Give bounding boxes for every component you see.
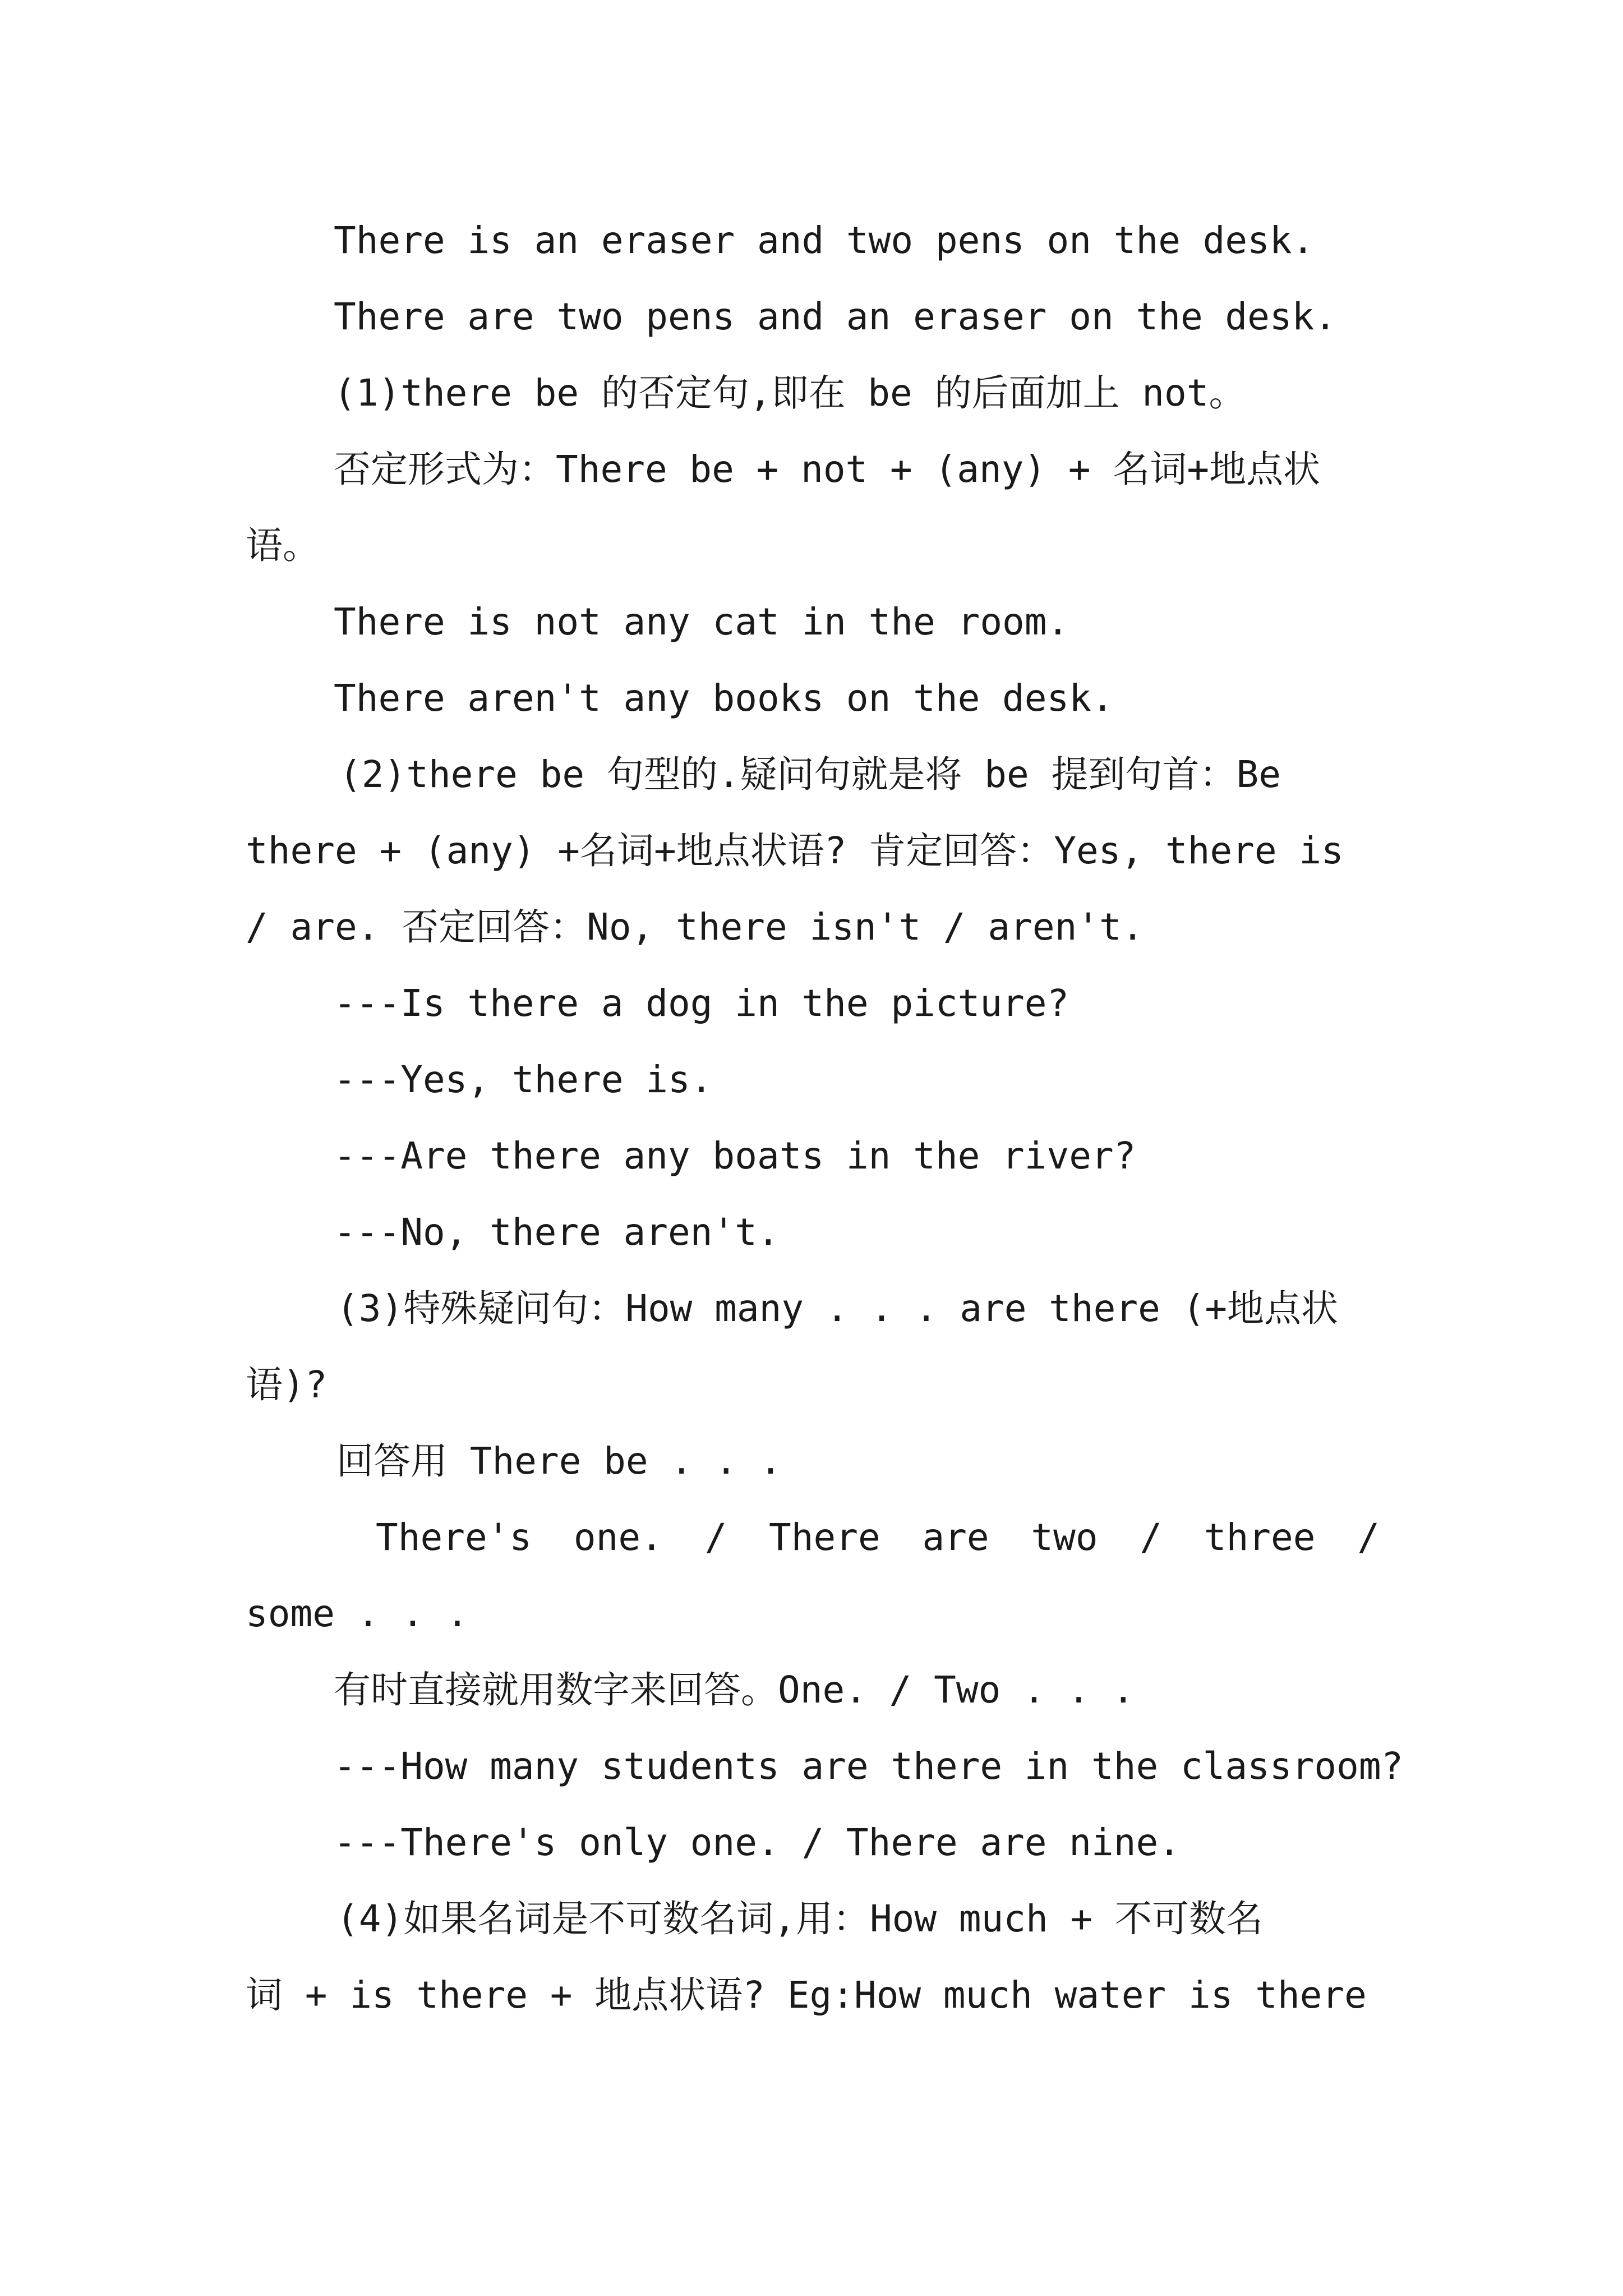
text-line: There's one. / There are two / three / (376, 1516, 1380, 1559)
text-line: There are two pens and an eraser on the desk. (334, 295, 1337, 338)
text-line: ---Are there any boats in the river? (334, 1134, 1136, 1177)
text-line: some . . . (246, 1592, 469, 1635)
text-line: ---How many students are there in the classroom? (334, 1745, 1404, 1788)
text-line: there + (any) +名词+地点状语? 肯定回答：Yes, there is (246, 829, 1344, 872)
text-line: There is an eraser and two pens on the desk. (334, 219, 1315, 262)
text-line: There aren't any books on the desk. (334, 677, 1114, 720)
text-line: 有时直接就用数字来回答。One. / Two . . . (334, 1668, 1135, 1711)
text-line: 否定形式为：There be + not + (any) + 名词+地点状 (334, 448, 1321, 491)
text-line: There is not any cat in the room. (334, 600, 1069, 643)
text-line: / are. 否定回答：No, there isn't / aren't. (246, 905, 1144, 949)
text-line: (4)如果名词是不可数名词,用：How much + 不可数名 (336, 1897, 1264, 1940)
text-line: (1)there be 的否定句,即在 be 的后面加上 not。 (334, 371, 1246, 415)
text-line: 回答用 There be . . . (336, 1439, 782, 1483)
text-line: (2)there be 句型的.疑问句就是将 be 提到句首：Be (339, 753, 1281, 796)
text-line: 词 + is there + 地点状语? Eg:How much water is there (246, 1973, 1367, 2017)
text-line: 语)? (246, 1363, 328, 1406)
text-line: ---There's only one. / There are nine. (334, 1821, 1181, 1864)
text-line: 语。 (246, 524, 320, 567)
text-line: ---Is there a dog in the picture? (334, 982, 1069, 1025)
text-line: (3)特殊疑问句：How many . . . are there (+地点状 (336, 1287, 1339, 1330)
text-line: ---Yes, there is. (334, 1058, 713, 1101)
text-line: ---No, there aren't. (334, 1211, 780, 1254)
